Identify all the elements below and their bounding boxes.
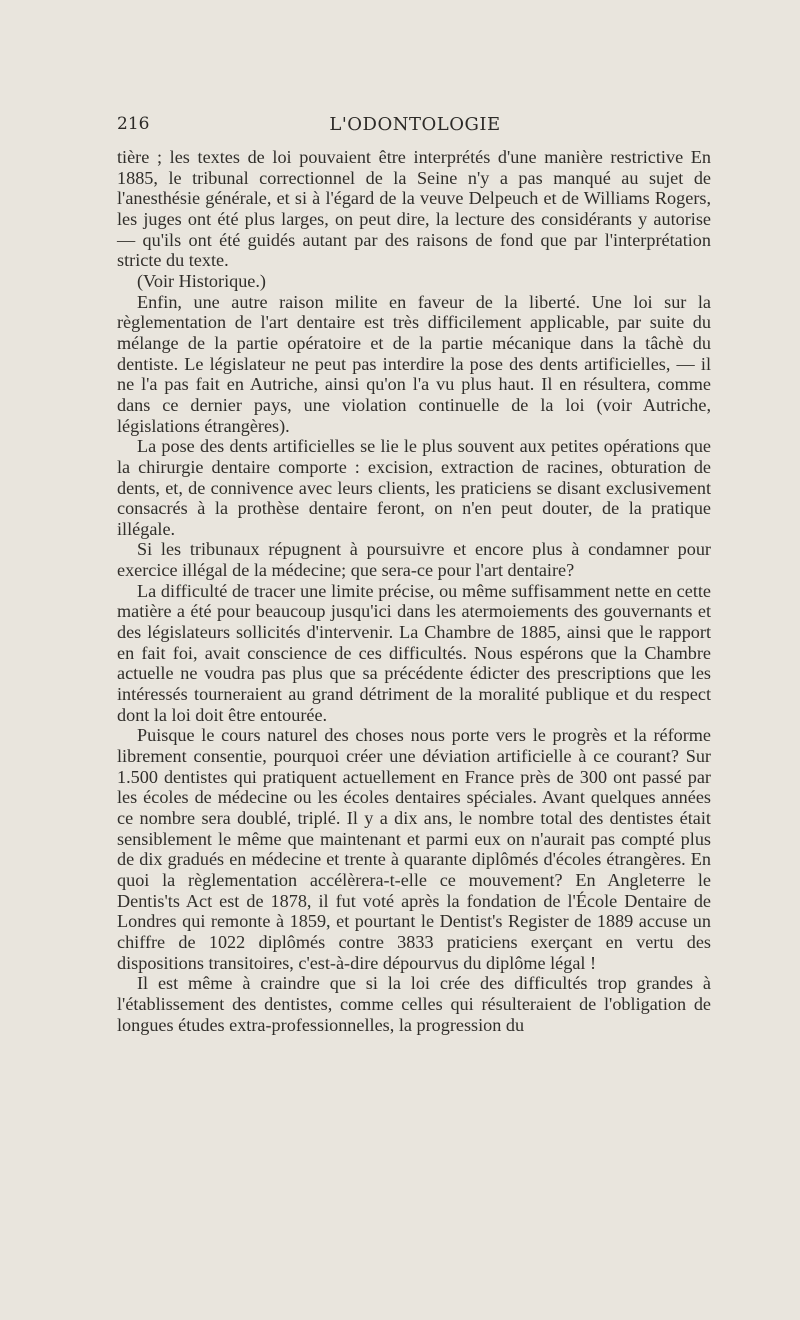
- body-text: [117, 147, 711, 1035]
- paragraph: (Voir Historique.): [137, 270, 266, 291]
- paragraph: Si les tribunaux répugnent à poursuivre et encore plus à condamner pour exercice illégal de la médecine; que sera-ce pour l'art dentaire?: [117, 539, 711, 581]
- paragraph: La difficulté de tracer une limite précise, ou même suffisamment nette en cette matière a été pour beaucoup jusqu'ici dans les atermoiements des gouvernants et des législateurs sollicités d'intervenir. La Chambre de 1885, ainsi que le rapport en fait foi, avait conscience de ces difficultés. Nous espérons que la Chambre actuelle ne voudra pas plus que sa précédente édicter des prescriptions que les intéressés tourneraient au grand détriment de la moralité publique et du respect dont la loi doit être entourée.: [117, 580, 711, 725]
- page-number: 216: [117, 114, 150, 134]
- paragraph: tière ; les textes de loi pouvaient être interprétés d'une manière restrictive En 1885, le tribunal correctionnel de la Seine n'y a pas manqué au sujet de l'anesthésie générale, et si à l'égard de la veuve Delpeuch et de Williams Rogers, les juges ont été plus larges, on peut dire, la lecture des considérants y autorise — qu'ils ont été guidés autant par des raisons de fond que par l'interprétation stricte du texte.: [117, 147, 711, 271]
- paragraph: Enfin, une autre raison milite en faveur de la liberté. Une loi sur la règlementation de l'art dentaire est très difficilement applicable, par suite du mélange de la partie opératoire et de la partie mécanique dans la tâchè du dentiste. Le législateur ne peut pas interdire la pose des dents artificielles, — il ne l'a pas fait en Autriche, ainsi qu'on l'a vu plus haut. Il en résultera, comme dans ce dernier pays, une violation continuelle de la loi (voir Autriche, législations étrangères).: [117, 291, 711, 436]
- paragraph: Puisque le cours naturel des choses nous porte vers le progrès et la réforme librement consentie, pourquoi créer une déviation artificielle à ce courant? Sur 1.500 dentistes qui pratiquent actuellement en France près de 300 ont passé par les écoles de médecine ou les écoles dentaires spéciales. Avant quelques années ce nombre sera doublé, triplé. Il y a dix ans, le nombre total des dentistes était sensiblement le même que maintenant et parmi eux on n'aurait pas compté plus de dix gradués en médecine et trente à quarante diplômés d'écoles étrangères. En quoi la règlementation accélèrera-t-elle ce mouvement? En Angleterre le Dentis'ts Act est de 1878, il fut voté après la fondation de l'École Dentaire de Londres qui remonte à 1859, et pourtant le Dentist's Register de 1889 accuse un chiffre de 1022 diplômés contre 3833 praticiens exerçant en vertu des dispositions transitoires, c'est-à-dire dépourvus du diplôme légal !: [117, 725, 711, 973]
- paragraph: Il est même à craindre que si la loi crée des difficultés trop grandes à l'établissement des dentistes, comme celles qui résulteraient de l'obligation de longues études extra-professionnelles, la progression du: [117, 973, 711, 1035]
- page-header: [117, 114, 713, 140]
- running-title: L'ODONTOLOGIE: [329, 114, 501, 135]
- paragraph: La pose des dents artificielles se lie le plus souvent aux petites opérations que la chirurgie dentaire comporte : excision, extraction de racines, obturation de dents, et, de connivence avec leurs clients, les praticiens se disant exclusivement consacrés à la prothèse dentaire feront, on n'en peut douter, de la pratique illégale.: [117, 436, 711, 539]
